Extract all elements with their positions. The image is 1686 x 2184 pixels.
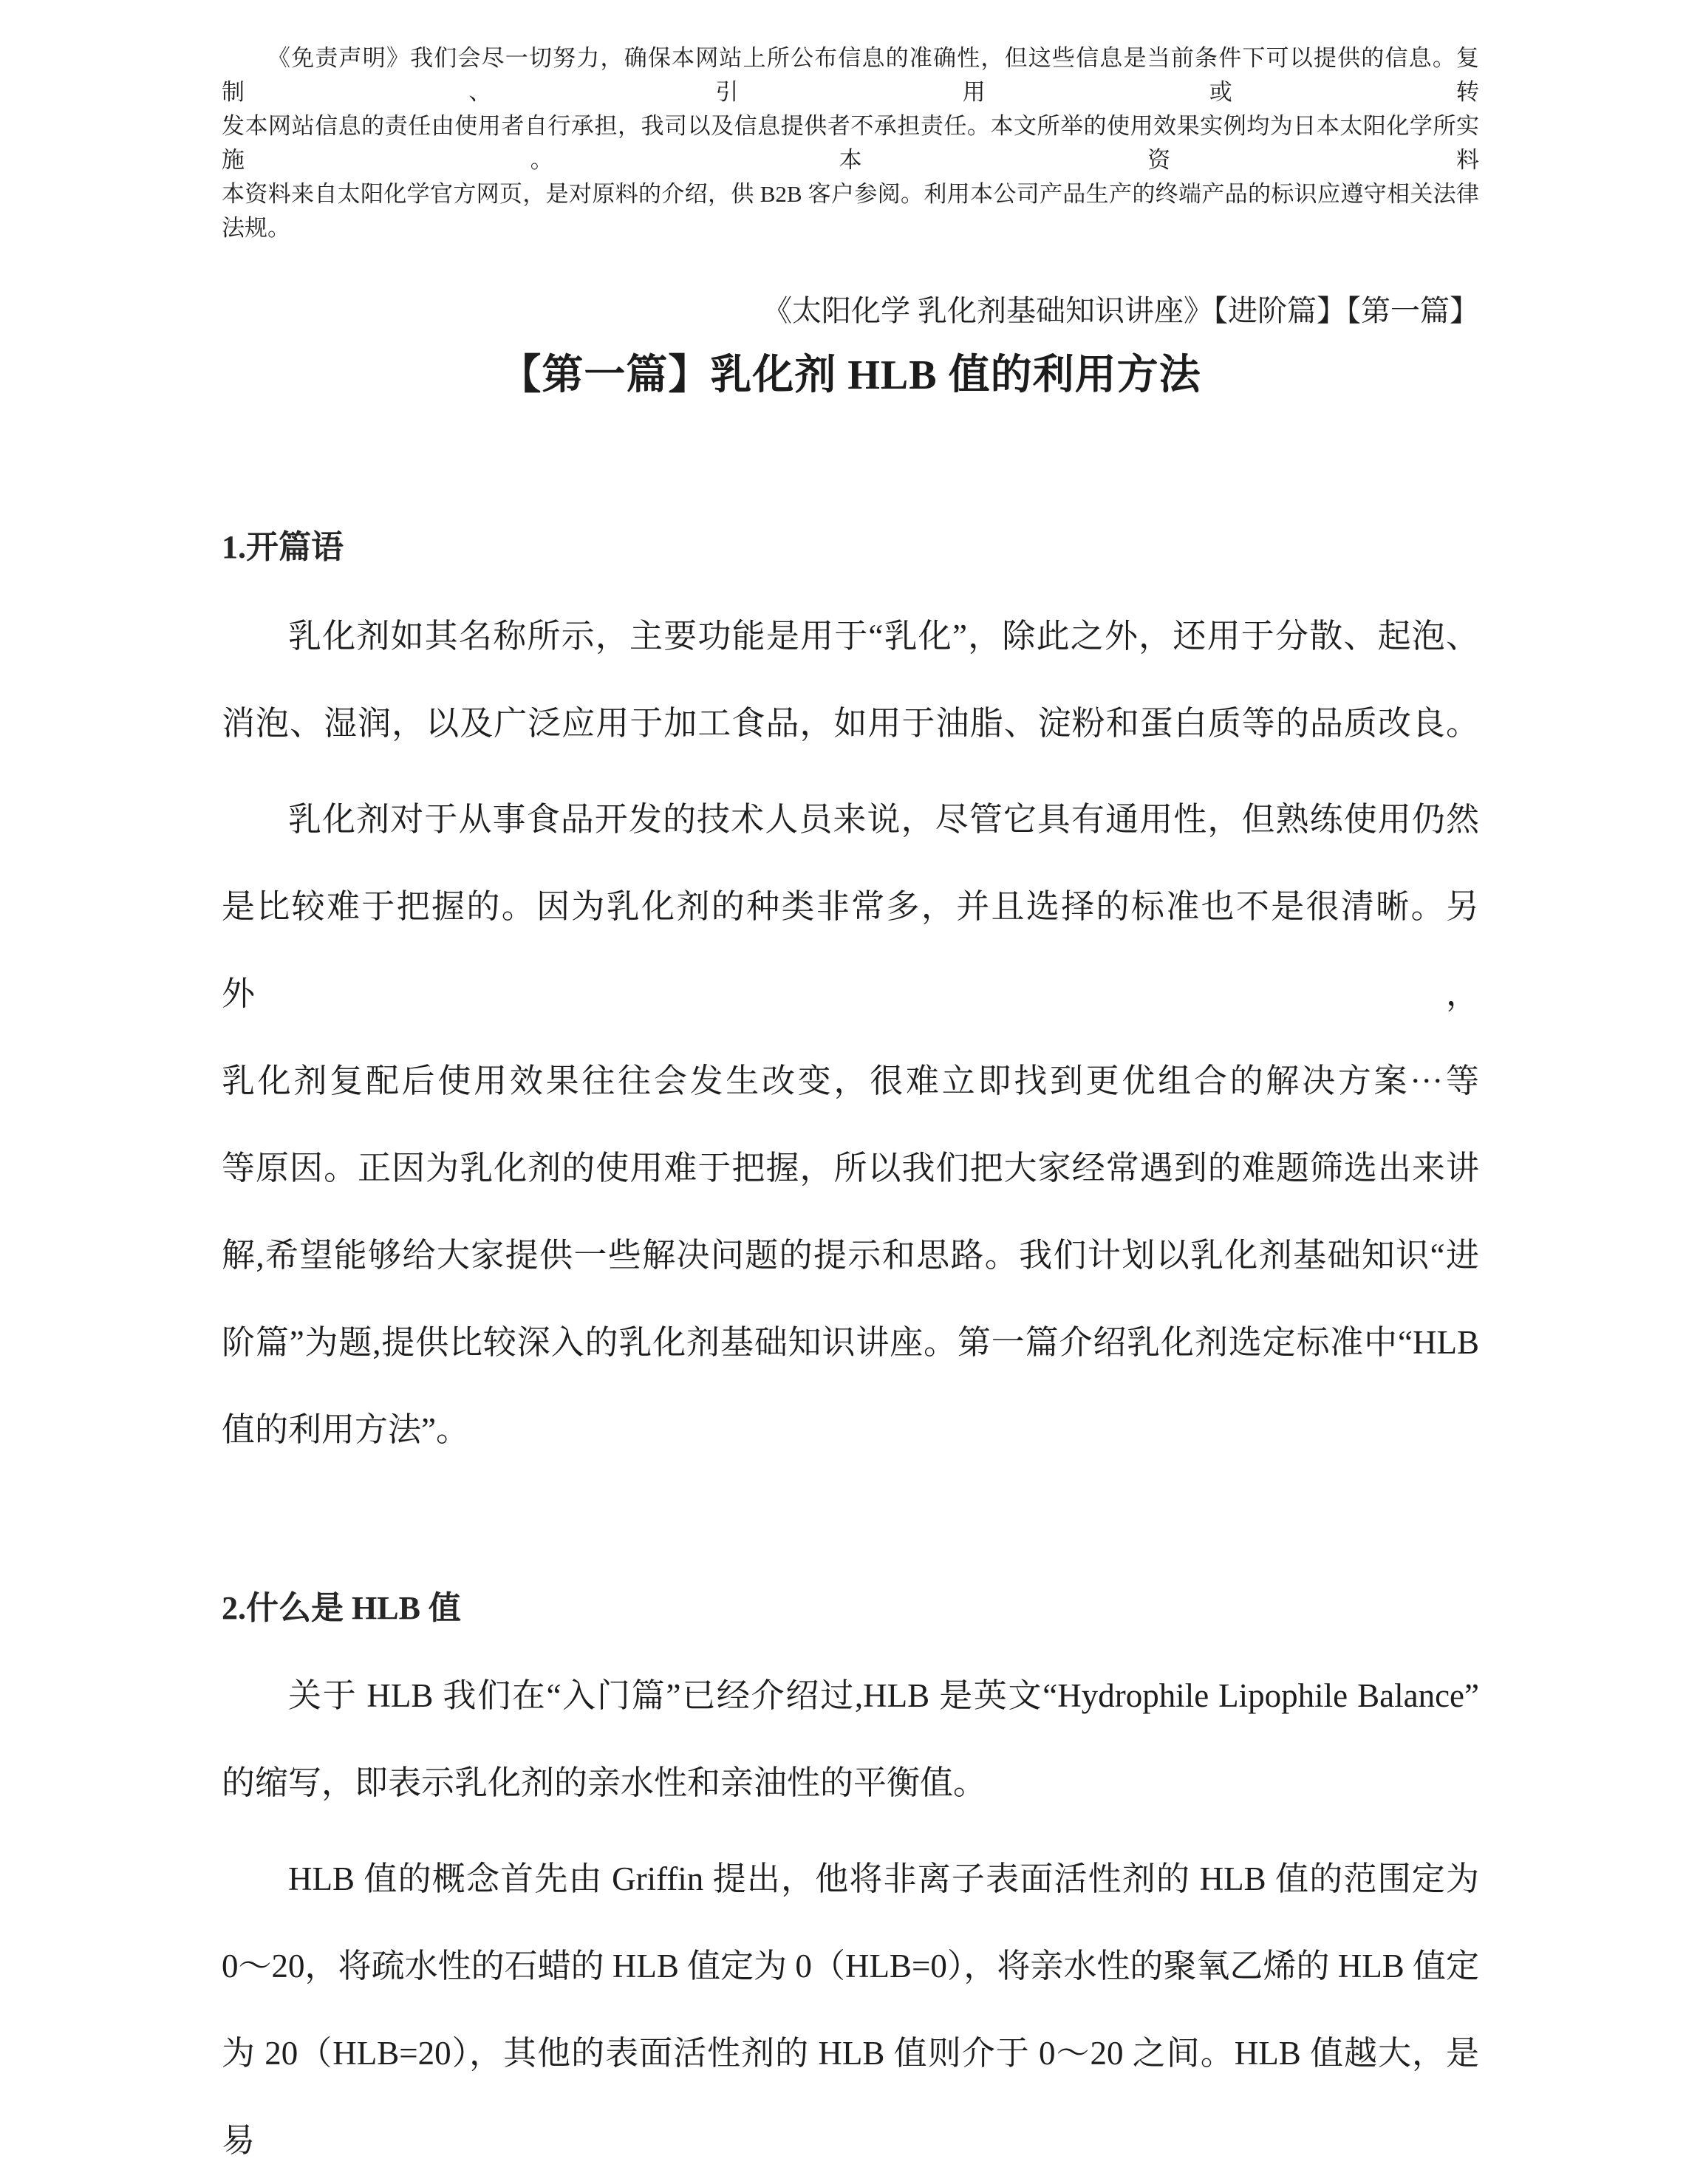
disclaimer-line: 《免责声明》我们会尽一切努力，确保本网站上所公布信息的准确性，但这些信息是当前条件下可以提供的信息。复制、引用或转: [222, 45, 1479, 105]
text-line: 阶篇”为题,提供比较深入的乳化剂基础知识讲座。第一篇介绍乳化剂选定标准中“HLB: [222, 1324, 1479, 1361]
text-line: 乳化剂复配后使用效果往往会发生改变，很难立即找到更优组合的解决方案···等: [222, 1062, 1479, 1099]
disclaimer-line: 发本网站信息的责任由使用者自行承担，我司以及信息提供者不承担责任。本文所举的使用效果实例均为日本太阳化学所实施。本资料: [222, 113, 1479, 173]
page-title: 【第一篇】乳化剂 HLB 值的利用方法: [499, 352, 1201, 398]
disclaimer-line: 本资料来自太阳化学官方网页，是对原料的介绍，供 B2B 客户参阅。利用本公司产品生产的终端产品的标识应遵守相关法律法规。: [222, 181, 1479, 241]
text-line: 解,希望能够给大家提供一些解决问题的提示和思路。我们计划以乳化剂基础知识“进: [222, 1237, 1479, 1274]
text-line: 值的利用方法”。: [222, 1411, 469, 1448]
text-line: 的缩写，即表示乳化剂的亲水性和亲油性的平衡值。: [222, 1764, 987, 1801]
section-heading-1: 1.开篇语: [222, 529, 344, 565]
paragraph-1: [222, 593, 1479, 767]
text-line: 消泡、湿润，以及广泛应用于加工食品，如用于油脂、淀粉和蛋白质等的品质改良。: [222, 705, 1479, 742]
text-line: 为 20（HLB=20），其他的表面活性剂的 HLB 值则介于 0～20 之间。HLB 值越大，是易: [222, 2035, 1479, 2159]
text-line: HLB 值的概念首先由 Griffin 提出，他将非离子表面活性剂的 HLB 值的范围定为: [288, 1860, 1479, 1897]
text-line: 乳化剂对于从事食品开发的技术人员来说，尽管它具有通用性，但熟练使用仍然: [288, 801, 1479, 838]
text-line: 0～20，将疏水性的石蜡的 HLB 值定为 0（HLB=0），将亲水性的聚氧乙烯的 HLB 值定: [222, 1948, 1479, 1985]
paragraph-3: [222, 1652, 1479, 1826]
disclaimer: [222, 0, 1479, 245]
text-line: 关于 HLB 我们在“入门篇”已经介绍过,HLB 是英文“Hydrophile Lipophile Balance”: [288, 1677, 1479, 1714]
series-title: 《太阳化学 乳化剂基础知识讲座》【进阶篇】【第一篇】: [762, 294, 1479, 327]
paragraph-4: [222, 1835, 1479, 2184]
section-heading-2: 2.什么是 HLB 值: [222, 1590, 461, 1626]
text-line: 等原因。正因为乳化剂的使用难于把握，所以我们把大家经常遇到的难题筛选出来讲: [222, 1150, 1479, 1187]
paragraph-2: [222, 776, 1479, 1473]
text-line: 是比较难于把握的。因为乳化剂的种类非常多，并且选择的标准也不是很清晰。另外，: [222, 888, 1479, 1012]
text-line: 乳化剂如其名称所示，主要功能是用于“乳化”，除此之外，还用于分散、起泡、: [288, 618, 1479, 655]
